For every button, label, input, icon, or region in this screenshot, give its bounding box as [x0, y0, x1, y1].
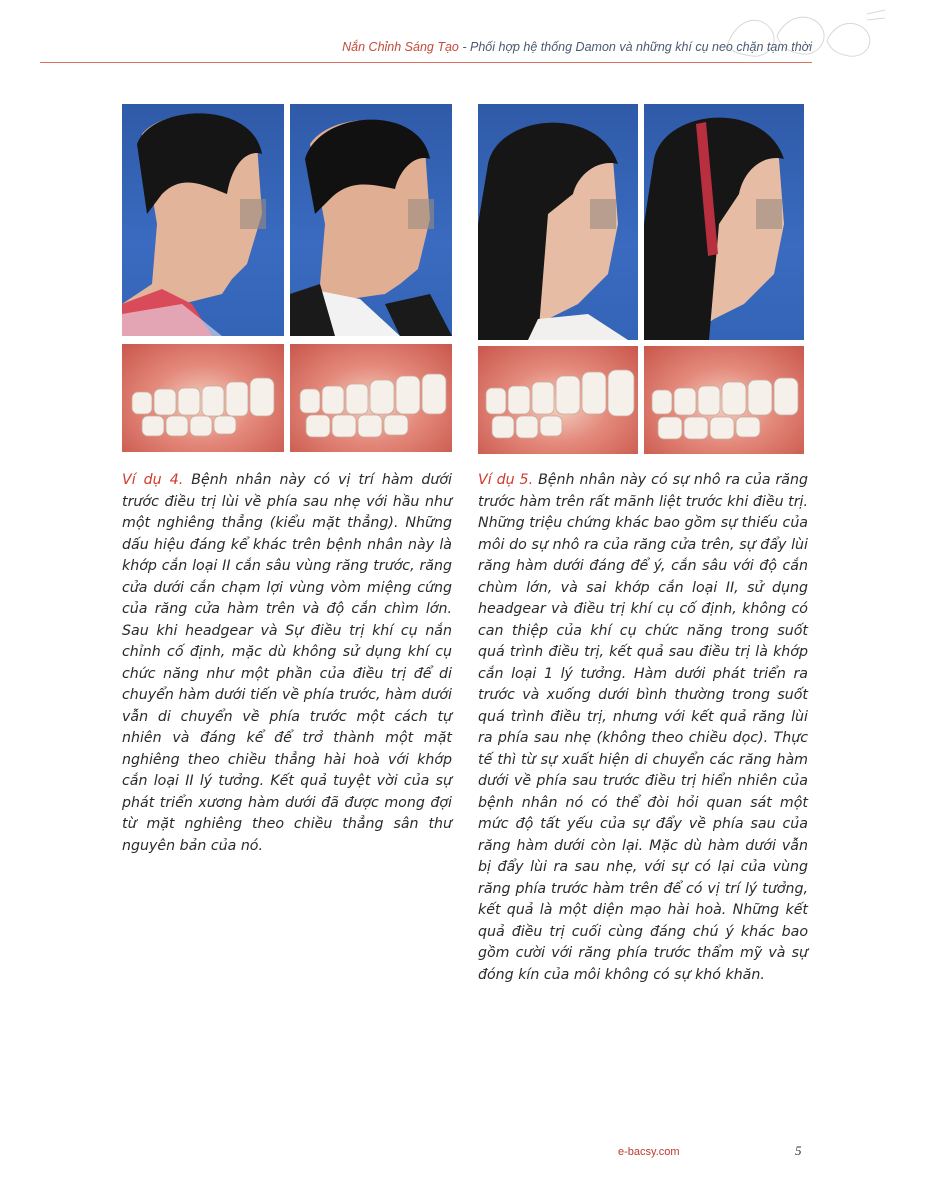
header-rule: [40, 62, 812, 63]
example4-caption: [122, 470, 452, 857]
example5-profile-before-photo: [478, 104, 638, 340]
example5-text: Bệnh nhân này có sự nhô ra của răng trước hàm trên rất mãnh liệt trước khi điều trị. Những triệu chứng khác bao gồm sự thiếu của môi do sự nhô ra của răng cửa trên, sự đẩy lùi răng hàm dưới đáng để ý, cắn sâu với độ cắn chùm lớn, và sai khớp cắn loại II, sử dụng headgear và điều trị khí cụ cố định, không có can thiệp của khí cụ chức năng trong suốt quá trình điều trị, kết quả sau điều trị là khớp cắn loại 1 lý tưởng. Hàm dưới phát triển ra trước và xuống dưới bình thường trong suốt quá trình điều trị, nhưng với kết quả răng lùi ra phía sau nhẹ (không theo chiều dọc). Thực tế thì từ sự xuất hiện di chuyển các răng hàm dưới về phía sau trước điều trị hiển nhiên của bệnh nhân nó có thể đòi hỏi quan sát một mức độ tất yếu của sự đẩy về phía sau của răng hàm dưới còn lại. Mặc dù hàm dưới vẫn bị đẩy lùi ra sau nhẹ, với sự có lại của vùng răng phía trước hàm trên để có vị trí lý tưởng, kết quả là một diện mạo hài hoà. Những kết quả điều trị cuối cùng đáng chú ý khác bao gồm cười với răng phía trước thẩm mỹ và sự đóng kín của môi không có sự khó khăn.: [478, 472, 809, 983]
example4-profile-before-photo: [122, 104, 284, 336]
footer-website: e-bacsy.com: [618, 1146, 680, 1158]
example5-teeth-after-photo: [644, 346, 804, 454]
example4-profile-after-photo: [290, 104, 452, 336]
page-number: 5: [795, 1143, 802, 1158]
example4-teeth-after-photo: [290, 344, 452, 452]
example4-label: Ví dụ 4.: [122, 472, 184, 488]
example5-caption: [478, 470, 808, 986]
example5-profile-after-photo: [644, 104, 804, 340]
header-brand: Nắn Chỉnh Sáng Tạo: [342, 40, 459, 54]
running-header: [40, 40, 812, 54]
header-tooth-illustration: [717, 6, 887, 64]
example4-teeth-before-photo: [122, 344, 284, 452]
header-subtitle: - Phối hợp hệ thống Damon và những khí cụ neo chặn tạm thời: [458, 40, 812, 54]
example4-text: Bệnh nhân này có vị trí hàm dưới trước điều trị lùi về phía sau nhẹ với hầu như một nghiêng thẳng (kiểu mặt thẳng). Những dấu hiệu đáng kể khác trên bệnh nhân này là khớp cắn loại II cắn sâu vùng răng trước, răng cửa dưới cắn chạm lợi vùng vòm miệng cứng của răng cửa hàm trên và độ cắn chìm lớn. Sau khi headgear và Sự điều trị khí cụ nắn chỉnh cố định, mặc dù không sử dụng khí cụ chức năng như một phần của điều trị để di chuyển hàm dưới tiến về phía trước, hàm dưới vẫn di chuyển về phía trước một cách tự nhiên và đáng kể để trở thành một mặt nghiêng theo chiều thẳng hài hoà với khớp cắn loại II lý tưởng. Kết quả tuyệt vời của sự phát triển xương hàm dưới đã được mong đợi từ mặt nghiêng theo chiều thẳng sân thư nguyên bản của nó.: [122, 472, 452, 854]
example5-teeth-before-photo: [478, 346, 638, 454]
example5-label: Ví dụ 5.: [478, 472, 534, 488]
